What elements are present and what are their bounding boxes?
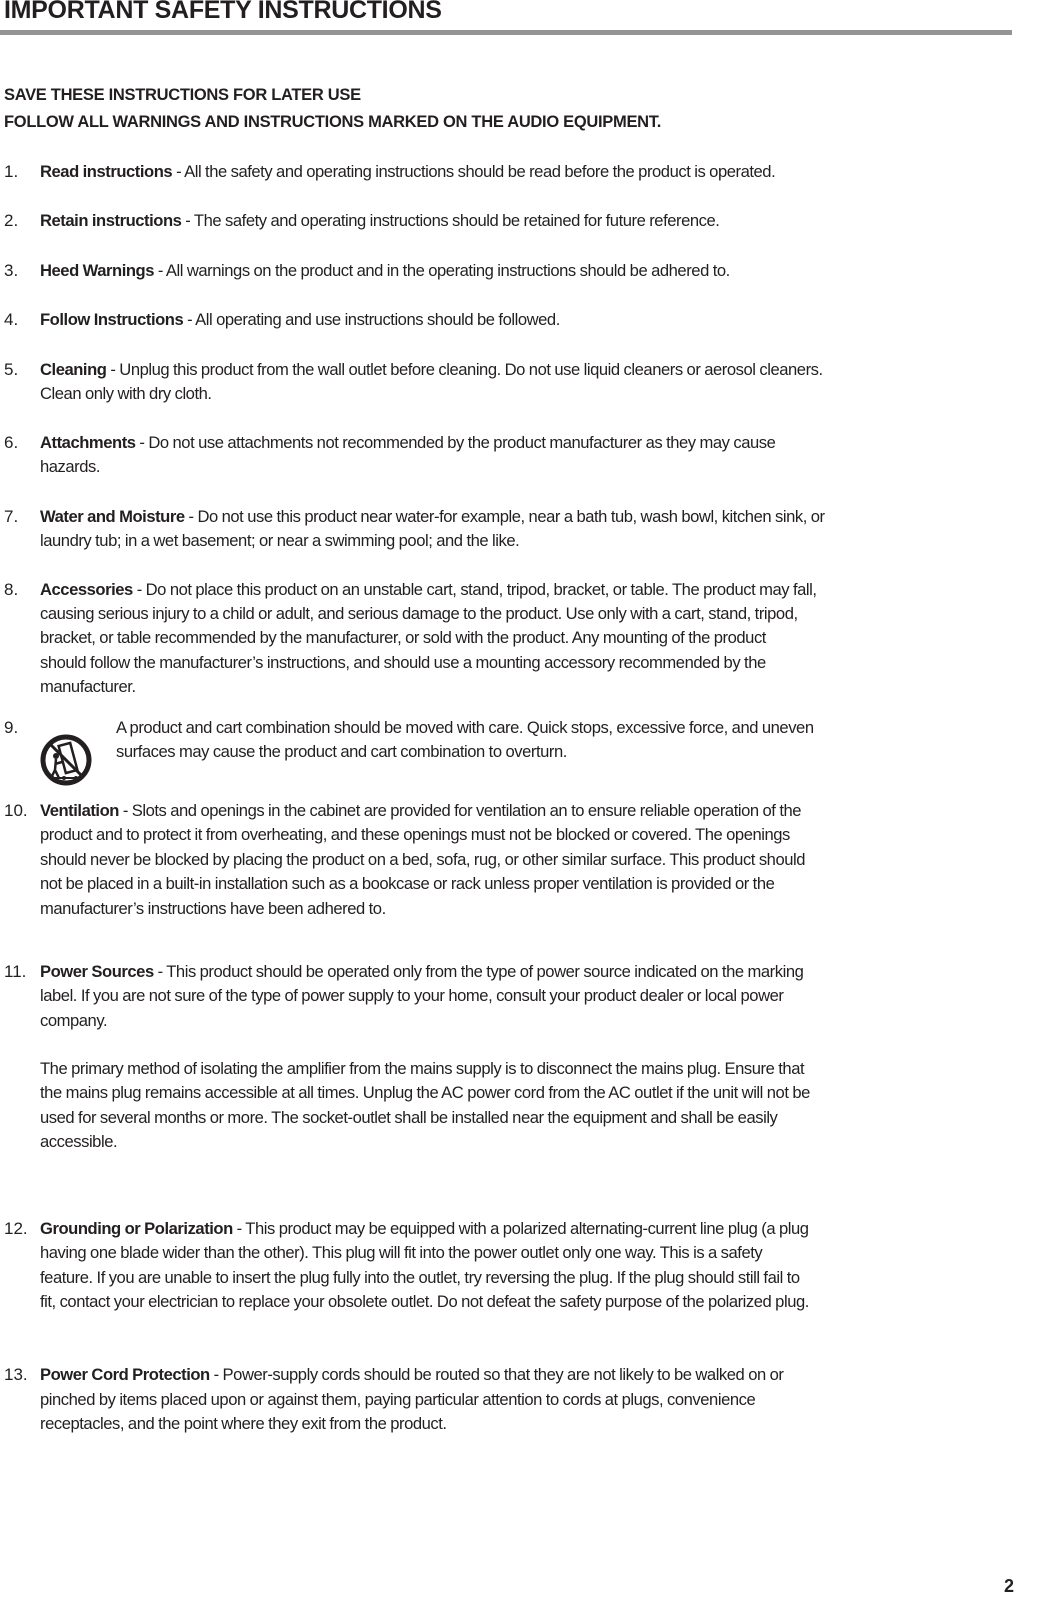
item-heading: Attachments	[40, 433, 136, 452]
item-heading: Power Cord Protection	[40, 1365, 210, 1384]
item-line: manufacturer’s instructions have been adhered to.	[40, 899, 386, 918]
item-heading: Water and Moisture	[40, 507, 185, 526]
item-line: accessible.	[40, 1132, 118, 1151]
item-number: 10.	[4, 801, 28, 820]
subheading-follow: FOLLOW ALL WARNINGS AND INSTRUCTIONS MARKED ON THE AUDIO EQUIPMENT.	[4, 113, 661, 131]
cart-tip-over-warning-icon	[40, 734, 92, 786]
item-line: should never be blocked by placing the product on a bed, sofa, rug, or other similar surface. This product should	[40, 850, 806, 869]
item-line: pinched by items placed upon or against them, paying particular attention to cords at plugs, convenience	[40, 1390, 756, 1409]
item-line: Clean only with dry cloth.	[40, 384, 212, 403]
item-line: receptacles, and the point where they exit from the product.	[40, 1414, 447, 1433]
item-line: A product and cart combination should be moved with care. Quick stops, excessive force, and uneven	[116, 718, 814, 737]
item-line: Power Cord Protection - Power-supply cords should be routed so that they are not likely to be walked on or	[40, 1365, 784, 1384]
item-line: label. If you are not sure of the type of power supply to your home, consult your product dealer or local power	[40, 986, 784, 1005]
item-number: 7.	[4, 507, 19, 526]
item-line: product and to protect it from overheating, and these openings must not be blocked or covered. The openings	[40, 825, 790, 844]
item-number: 4.	[4, 310, 19, 329]
item-line: the mains plug remains accessible at all times. Unplug the AC power cord from the AC outlet if the unit will not be	[40, 1083, 810, 1102]
item-line: Retain instructions - The safety and operating instructions should be retained for future reference.	[40, 211, 720, 230]
item-line: The primary method of isolating the amplifier from the mains supply is to disconnect the mains plug. Ensure that	[40, 1059, 805, 1078]
item-line: Cleaning - Unplug this product from the wall outlet before cleaning. Do not use liquid cleaners or aerosol cleaners.	[40, 360, 823, 379]
item-number: 2.	[4, 211, 19, 230]
page-number: 2	[1004, 1576, 1015, 1596]
item-line: not be placed in a built-in installation such as a bookcase or rack unless proper ventilation is provided or the	[40, 874, 775, 893]
item-number: 9.	[4, 718, 19, 737]
item-heading: Power Sources	[40, 962, 154, 981]
item-number: 6.	[4, 433, 19, 452]
item-line: having one blade wider than the other). This plug will fit into the power outlet only one way. This is a safety	[40, 1243, 763, 1262]
item-line: Power Sources - This product should be operated only from the type of power source indicated on the marking	[40, 962, 804, 981]
item-line: Water and Moisture - Do not use this product near water-for example, near a bath tub, wash bowl, kitchen sink, or	[40, 507, 825, 526]
item-line: company.	[40, 1011, 108, 1030]
item-line: laundry tub; in a wet basement; or near a swimming pool; and the like.	[40, 531, 520, 550]
item-number: 8.	[4, 580, 19, 599]
item-heading: Grounding or Polarization	[40, 1219, 233, 1238]
item-line: Ventilation - Slots and openings in the cabinet are provided for ventilation an to ensure reliable operation of the	[40, 801, 802, 820]
title-rule	[0, 30, 1012, 35]
item-number: 5.	[4, 360, 19, 379]
item-line: manufacturer.	[40, 677, 136, 696]
item-heading: Follow Instructions	[40, 310, 184, 329]
item-heading: Accessories	[40, 580, 133, 599]
subheading-save: SAVE THESE INSTRUCTIONS FOR LATER USE	[4, 86, 361, 104]
item-number: 3.	[4, 261, 19, 280]
item-line: surfaces may cause the product and cart combination to overturn.	[116, 742, 567, 761]
item-heading: Read instructions	[40, 162, 173, 181]
item-heading: Retain instructions	[40, 211, 182, 230]
item-line: should follow the manufacturer’s instructions, and should use a mounting accessory recommended by the	[40, 653, 766, 672]
item-line: Follow Instructions - All operating and use instructions should be followed.	[40, 310, 560, 329]
item-heading: Cleaning	[40, 360, 107, 379]
item-heading: Heed Warnings	[40, 261, 155, 280]
item-line: bracket, or table recommended by the manufacturer, or sold with the product. Any mounting of the product	[40, 628, 766, 647]
item-line: Read instructions - All the safety and operating instructions should be read before the product is operated.	[40, 162, 776, 181]
item-number: 13.	[4, 1365, 28, 1384]
item-line: fit, contact your electrician to replace your obsolete outlet. Do not defeat the safety purpose of the polarized plug.	[40, 1292, 809, 1311]
item-line: hazards.	[40, 457, 101, 476]
item-line: causing serious injury to a child or adult, and serious damage to the product. Use only with a cart, stand, tripod,	[40, 604, 798, 623]
item-line: Heed Warnings - All warnings on the product and in the operating instructions should be adhered to.	[40, 261, 730, 280]
item-number: 11.	[4, 962, 27, 981]
item-number: 1.	[4, 162, 19, 181]
item-number: 12.	[4, 1219, 28, 1238]
item-heading: Ventilation	[40, 801, 119, 820]
item-line: Attachments - Do not use attachments not recommended by the product manufacturer as they may cause	[40, 433, 776, 452]
item-line: used for several months or more. The socket-outlet shall be installed near the equipment and shall be easily	[40, 1108, 778, 1127]
item-line: Grounding or Polarization - This product may be equipped with a polarized alternating-current line plug (a plug	[40, 1219, 809, 1238]
item-line: Accessories - Do not place this product on an unstable cart, stand, tripod, bracket, or table. The product may fall,	[40, 580, 817, 599]
page-title: IMPORTANT SAFETY INSTRUCTIONS	[4, 0, 442, 24]
item-line: feature. If you are unable to insert the plug fully into the outlet, try reversing the plug. If the plug should still fail to	[40, 1268, 800, 1287]
